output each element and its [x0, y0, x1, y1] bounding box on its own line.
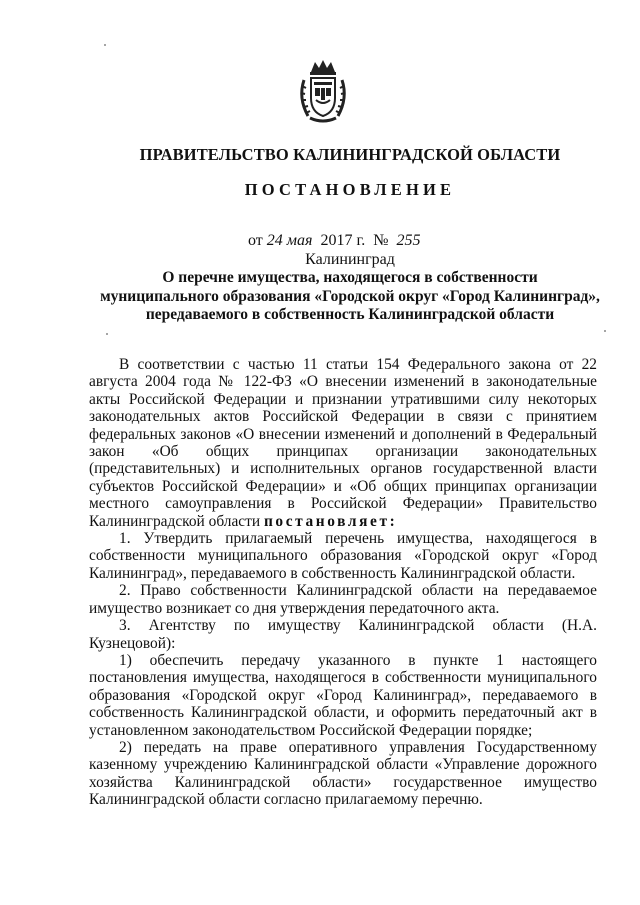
title-line: О перечне имущества, находящегося в собственности	[162, 269, 538, 286]
date-prefix: от	[248, 232, 263, 249]
preamble-text: В соответствии с частью 11 статьи 154 Федерального закона от 22 августа 2004 года № 122-ФЗ «О внесении изменений в законодательные акты Российской Федерации и признании утратившими силу некоторых законодательных актов Российской Федерации в связи с принятием федеральных законов «О внесении изменений и дополнений в Федеральный закон «Об общих принципах организации законодательных (представительных) и исполнительных органов государственной власти субъектов Российской Федерации» и «Об общих принципах организации местного самоуправления в Российской Федерации» Правительство Калининградской области	[89, 356, 597, 530]
date-number-line	[248, 232, 420, 250]
decree-word: постановляет:	[263, 512, 398, 530]
paragraph-subitem-1: 1) обеспечить передачу указанного в пункте 1 настоящего постановления имущества, находящегося в собственности муниципального образования «Городской округ «Город Калининград», передаваемого в собственность Калининградской области, и оформить передаточный акт в установленном законодательством Российской Федерации порядке;	[89, 651, 597, 739]
scan-speck	[604, 330, 606, 332]
paragraph-item-1: 1. Утвердить прилагаемый перечень имущества, находящегося в собственности муниципального образования «Городской округ «Город Калининград», передаваемого в собственность Калининградской области.	[89, 530, 597, 582]
document-body	[89, 356, 597, 809]
number-value: 255	[396, 232, 421, 249]
document-title	[60, 269, 640, 325]
scan-speck	[104, 44, 106, 46]
date-value: 24 мая	[266, 232, 313, 249]
date-year: 2017 г.	[320, 232, 366, 249]
document-type-heading: ПОСТАНОВЛЕНИЕ	[244, 180, 456, 199]
title-line: передаваемого в собственность Калининградской области	[145, 306, 555, 323]
authority-heading: ПРАВИТЕЛЬСТВО КАЛИНИНГРАДСКОЙ ОБЛАСТИ	[139, 145, 561, 164]
city-line: Калининград	[305, 251, 395, 268]
paragraph-preamble	[89, 356, 597, 530]
number-sign: №	[373, 232, 389, 249]
coat-of-arms-icon	[296, 58, 350, 124]
title-line: муниципального образования «Городской округ «Город Калининград»,	[100, 287, 600, 305]
paragraph-item-2: 2. Право собственности Калининградской области на передаваемое имущество возникает со дня утверждения передаточного акта.	[89, 582, 597, 617]
scan-speck	[106, 333, 108, 335]
paragraph-item-3: 3. Агентству по имуществу Калининградской области (Н.А. Кузнецовой):	[89, 617, 597, 652]
paragraph-subitem-2: 2) передать на праве оперативного управления Государственному казенному учреждению Калининградской области «Управление дорожного хозяйства Калининградской области» государственное имущество Калининградской области согласно прилагаемому перечню.	[89, 738, 597, 809]
